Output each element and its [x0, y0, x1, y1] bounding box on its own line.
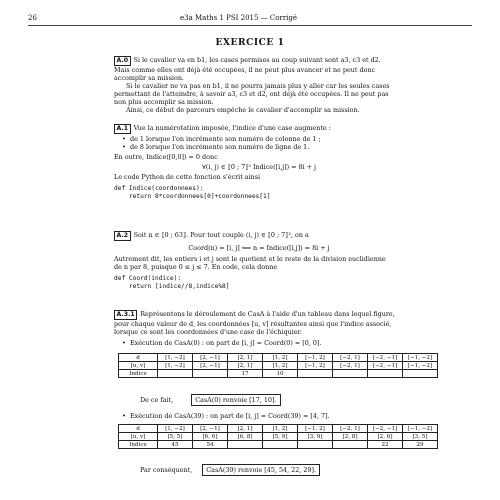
- running-title: e3a Maths 1 PSI 2015 — Corrigé: [180, 14, 298, 22]
- table-cell: 29: [403, 441, 438, 449]
- table-cell: [−1, −2]: [403, 354, 438, 362]
- table-cell: 54: [193, 441, 228, 449]
- table-cell: 10: [263, 370, 298, 378]
- a2-formula: Coord(n) = [i, j] ⟺ n = Indice([i,j]) = 8i + j: [188, 244, 330, 252]
- question-label-a0: A.0: [114, 56, 131, 66]
- table-cell: [368, 370, 403, 378]
- table-cell: [1, 2]: [263, 362, 298, 370]
- table-cell: [1, 2]: [263, 354, 298, 362]
- table-cell: [1, −2]: [158, 362, 193, 370]
- table-cell: [158, 370, 193, 378]
- a1-code-line-1: def Indice(coordonnees):: [114, 185, 204, 192]
- table-cell: [3, 5]: [403, 433, 438, 441]
- trace-table-1: [118, 424, 438, 449]
- a0-line-6: non plus accomplir sa mission.: [114, 98, 214, 106]
- section-a31: [114, 310, 404, 347]
- a31-line-2: pour chaque valeur de d, les coordonnées [u, v] résultantes ainsi que l'indice associé,: [114, 320, 392, 328]
- a2-line-1: Autrement dit, les entiers i et j sont le quotient et le reste de la division euclidienne: [114, 255, 386, 263]
- table-cell: 17: [228, 370, 263, 378]
- table-cell: [228, 441, 263, 449]
- header-rule: [28, 25, 472, 26]
- result-1: [140, 394, 281, 406]
- table-cell: [403, 370, 438, 378]
- a1-code-line-2: return 8*coordonnees[0]+coordonnees[1]: [114, 193, 271, 200]
- section-a2: [114, 231, 404, 291]
- table-cell: [−2, 1]: [333, 425, 368, 433]
- table-cell: [2, 1]: [228, 425, 263, 433]
- a31-exec-2-wrap: [130, 412, 410, 420]
- table-row: [119, 441, 438, 449]
- a31-exec-2: • Exécution de CasA(39) : on part de [i, j] = Coord(39) = [4, 7].: [130, 412, 410, 420]
- section-a1: [114, 124, 404, 201]
- table-cell: [−1, 2]: [298, 354, 333, 362]
- table-cell: [−2, −1]: [368, 354, 403, 362]
- a1-bullet-2: • de 8 lorsque l'on incrémente son numéro de ligne de 1.: [130, 143, 404, 151]
- a1-formula: ∀(i, j) ∈ ⟦0 ; 7⟧² Indice([i,j]) = 8i + j: [201, 163, 317, 171]
- question-label-a2: A.2: [114, 231, 131, 241]
- table-cell: [−2, −1]: [368, 362, 403, 370]
- a2-intro: Soit n ∈ ⟦0 ; 63⟧. Pour tout couple (i, j) ∈ ⟦0 ; 7⟧², on a: [133, 231, 309, 239]
- table-cell: [263, 441, 298, 449]
- question-label-a1: A.1: [114, 124, 131, 134]
- result-2-box: CasA(39) renvoie [45, 54, 22, 29].: [202, 464, 320, 476]
- table-cell: 45: [158, 441, 193, 449]
- table-cell: [298, 441, 333, 449]
- table-row: [119, 370, 438, 378]
- a31-exec-1: • Exécution de CasA(0) : on part de [i, j] = Coord(0) = [0, 0].: [130, 339, 404, 347]
- table-cell: 22: [368, 441, 403, 449]
- a1-bullet-1: • de 1 lorsque l'on incrémente son numéro de colonne de 1 ;: [130, 135, 404, 143]
- page-number: 26: [28, 14, 37, 22]
- table-cell: [−1, 2]: [298, 362, 333, 370]
- table-cell: [5, 9]: [263, 433, 298, 441]
- table-cell: [6, 8]: [228, 433, 263, 441]
- a2-line-2: de n par 8, puisque 0 ≤ j ≤ 7. En code, cela donne: [114, 263, 278, 271]
- table-cell: [−1, −2]: [403, 425, 438, 433]
- a2-code-line-1: def Coord(indice):: [114, 275, 182, 282]
- table-cell: [−2, 1]: [333, 362, 368, 370]
- table-cell: [333, 370, 368, 378]
- result-2: [140, 464, 320, 476]
- a1-code-intro: Le code Python de cette fonction s'écrit ainsi: [114, 173, 261, 181]
- a31-line-3: lorsque ce sont les coordonnées d'une case de l'échiquier.: [114, 328, 303, 336]
- a1-intro: Vue la numérotation imposée, l'indice d'une case augmente :: [133, 124, 331, 132]
- table-cell: [193, 370, 228, 378]
- a0-line-4: Si le cavalier ne va pas en b1, il ne pourra jamais plus y aller car les seules cases: [126, 82, 390, 90]
- table-cell: [u, v]: [119, 362, 158, 370]
- table-cell: [−1, 2]: [298, 425, 333, 433]
- result-2-prefix: Par conséquent,: [140, 466, 193, 474]
- a2-code-line-2: return [indice//8,indice%8]: [114, 283, 230, 290]
- table-cell: Indice: [119, 370, 158, 378]
- table-cell: [−1, −2]: [403, 362, 438, 370]
- table-cell: [2, −1]: [193, 354, 228, 362]
- table-cell: [−2, 1]: [333, 354, 368, 362]
- a0-line-1: Si le cavalier va en b1, les cases permises au coup suivant sont a3, c3 et d2.: [133, 56, 381, 64]
- table-cell: [333, 441, 368, 449]
- table-cell: [3, 9]: [298, 433, 333, 441]
- a0-line-2: Mais comme elles ont déjà été occupées, il ne peut plus avancer et ne peut donc: [114, 66, 376, 74]
- table-cell: [298, 370, 333, 378]
- a1-after: En outre, Indice([0,0]) = 0 donc: [114, 153, 218, 161]
- result-1-box: CasA(0) renvoie [17, 10].: [191, 394, 280, 406]
- table-cell: [u, v]: [119, 433, 158, 441]
- table-cell: d: [119, 425, 158, 433]
- a0-line-3: accomplir sa mission.: [114, 74, 184, 82]
- a0-line-7: Ainsi, ce début de parcours empêche le cavalier d'accomplir sa mission.: [126, 106, 360, 114]
- a0-line-5: permettant de l'atteindre, à savoir a3, c3 et d2, ont déjà été occupées. Il ne peut pas: [114, 90, 389, 98]
- table-row: [119, 354, 438, 362]
- table-row: [119, 425, 438, 433]
- table-cell: [6, 6]: [193, 433, 228, 441]
- table-cell: [1, −2]: [158, 425, 193, 433]
- table-cell: [−2, −1]: [368, 425, 403, 433]
- page-header: [0, 6, 500, 26]
- section-a0: [114, 56, 404, 114]
- table-cell: [2, −1]: [193, 425, 228, 433]
- table-cell: d: [119, 354, 158, 362]
- table-cell: [2, 6]: [368, 433, 403, 441]
- table-cell: [1, 2]: [263, 425, 298, 433]
- table-cell: [2, 1]: [228, 362, 263, 370]
- table-cell: [1, −2]: [158, 354, 193, 362]
- table-row: [119, 433, 438, 441]
- table-cell: Indice: [119, 441, 158, 449]
- question-label-a31: A.3.1: [114, 310, 137, 320]
- table-cell: [2, −1]: [193, 362, 228, 370]
- result-1-prefix: De ce fait,: [140, 396, 174, 404]
- trace-table-0: [118, 353, 438, 378]
- a31-line-1: Représentons le déroulement de CasA à l'aide d'un tableau dans lequel figure,: [140, 310, 395, 318]
- table-cell: [2, 1]: [228, 354, 263, 362]
- exercise-title: EXERCICE 1: [215, 38, 285, 48]
- table-cell: [5, 5]: [158, 433, 193, 441]
- table-row: [119, 362, 438, 370]
- table-cell: [2, 8]: [333, 433, 368, 441]
